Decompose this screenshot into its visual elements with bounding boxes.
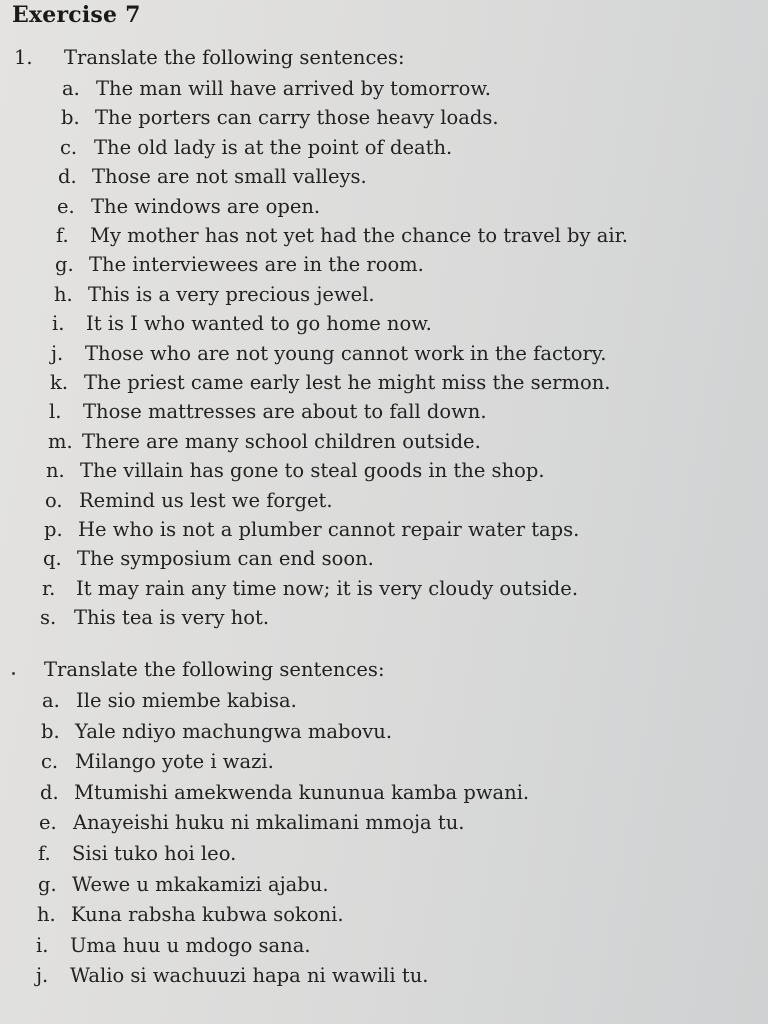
item-text: He who is not a plumber cannot repair water taps. [78,518,580,541]
item-text: The man will have arrived by tomorrow. [96,77,491,100]
item-text: Ile sio miembe kabisa. [76,689,297,712]
item-label: m. [48,430,73,453]
item-text: It may rain any time now; it is very cloudy outside. [76,577,579,600]
item-text: Those who are not young cannot work in the factory. [85,342,607,365]
item-label: k. [50,371,69,394]
list-item [41,750,274,774]
question-number: 1. [14,46,33,69]
item-label: g. [55,253,74,276]
item-text: The villain has gone to steal goods in the shop. [80,459,545,482]
item-text: It is I who wanted to go home now. [86,312,432,335]
item-label: l. [49,400,62,423]
item-label: s. [40,606,57,629]
list-item [36,964,428,988]
list-item [62,77,491,101]
list-item [58,165,367,189]
list-item [41,720,392,744]
list-item [56,224,628,248]
list-item [39,811,464,835]
list-item [42,577,578,601]
list-item [43,547,374,571]
item-text: The priest came early lest he might miss the sermon. [84,371,611,394]
list-item [40,781,529,805]
item-label: h. [54,283,73,306]
exercise-title: Exercise 7 [12,2,141,28]
item-text: Yale ndiyo machungwa mabovu. [75,720,393,743]
item-text: Wewe u mkakamizi ajabu. [72,873,329,896]
list-item [51,342,606,366]
list-item [50,371,611,395]
list-item [42,689,297,713]
list-item [60,136,452,160]
item-label: e. [39,811,57,834]
item-label: n. [46,459,65,482]
list-item [38,873,329,897]
list-item [46,459,545,483]
list-item [38,842,236,866]
item-label: i. [52,312,65,335]
item-label: r. [42,577,56,600]
item-text: Those mattresses are about to fall down. [83,400,487,423]
item-label: q. [43,547,62,570]
list-item [44,518,579,542]
item-text: The interviewees are in the room. [89,253,424,276]
section2-number-mark [12,672,15,675]
item-text: The windows are open. [91,195,321,218]
item-label: j. [36,964,49,987]
item-label: j. [51,342,64,365]
item-text: Sisi tuko hoi leo. [72,842,237,865]
item-label: f. [38,842,51,865]
item-label: a. [42,689,60,712]
item-label: f. [56,224,69,247]
list-item [55,253,424,277]
item-text: Milango yote i wazi. [75,750,274,773]
item-text: The porters can carry those heavy loads. [95,106,499,129]
item-label: d. [40,781,59,804]
list-item [40,606,269,630]
list-item [37,903,344,927]
item-text: Remind us lest we forget. [79,489,333,512]
item-text: Mtumishi amekwenda kununua kamba pwani. [74,781,530,804]
item-label: p. [44,518,63,541]
list-item [57,195,320,219]
item-text: Anayeishi huku ni mkalimani mmoja tu. [73,811,465,834]
item-label: a. [62,77,80,100]
section2-heading: Translate the following sentences: [44,658,385,681]
item-text: Uma huu u mdogo sana. [70,934,311,957]
item-label: e. [57,195,75,218]
list-item [52,312,432,336]
list-item [61,106,499,130]
item-label: g. [38,873,57,896]
item-text: This tea is very hot. [74,606,270,629]
item-label: c. [60,136,78,159]
item-text: The symposium can end soon. [77,547,374,570]
list-item [49,400,487,424]
item-label: o. [45,489,63,512]
item-text: This is a very precious jewel. [88,283,375,306]
item-text: Kuna rabsha kubwa sokoni. [71,903,344,926]
item-label: b. [41,720,60,743]
item-text: Those are not small valleys. [92,165,367,188]
section1-heading: Translate the following sentences: [64,46,405,69]
list-item [54,283,375,307]
item-text: The old lady is at the point of death. [94,136,453,159]
list-item [48,430,481,454]
item-label: b. [61,106,80,129]
item-label: d. [58,165,77,188]
item-text: There are many school children outside. [82,430,481,453]
list-item [45,489,333,513]
list-item [36,934,311,958]
item-label: h. [37,903,56,926]
item-text: My mother has not yet had the chance to travel by air. [90,224,628,247]
item-label: c. [41,750,59,773]
item-text: Walio si wachuuzi hapa ni wawili tu. [70,964,429,987]
item-label: i. [36,934,49,957]
